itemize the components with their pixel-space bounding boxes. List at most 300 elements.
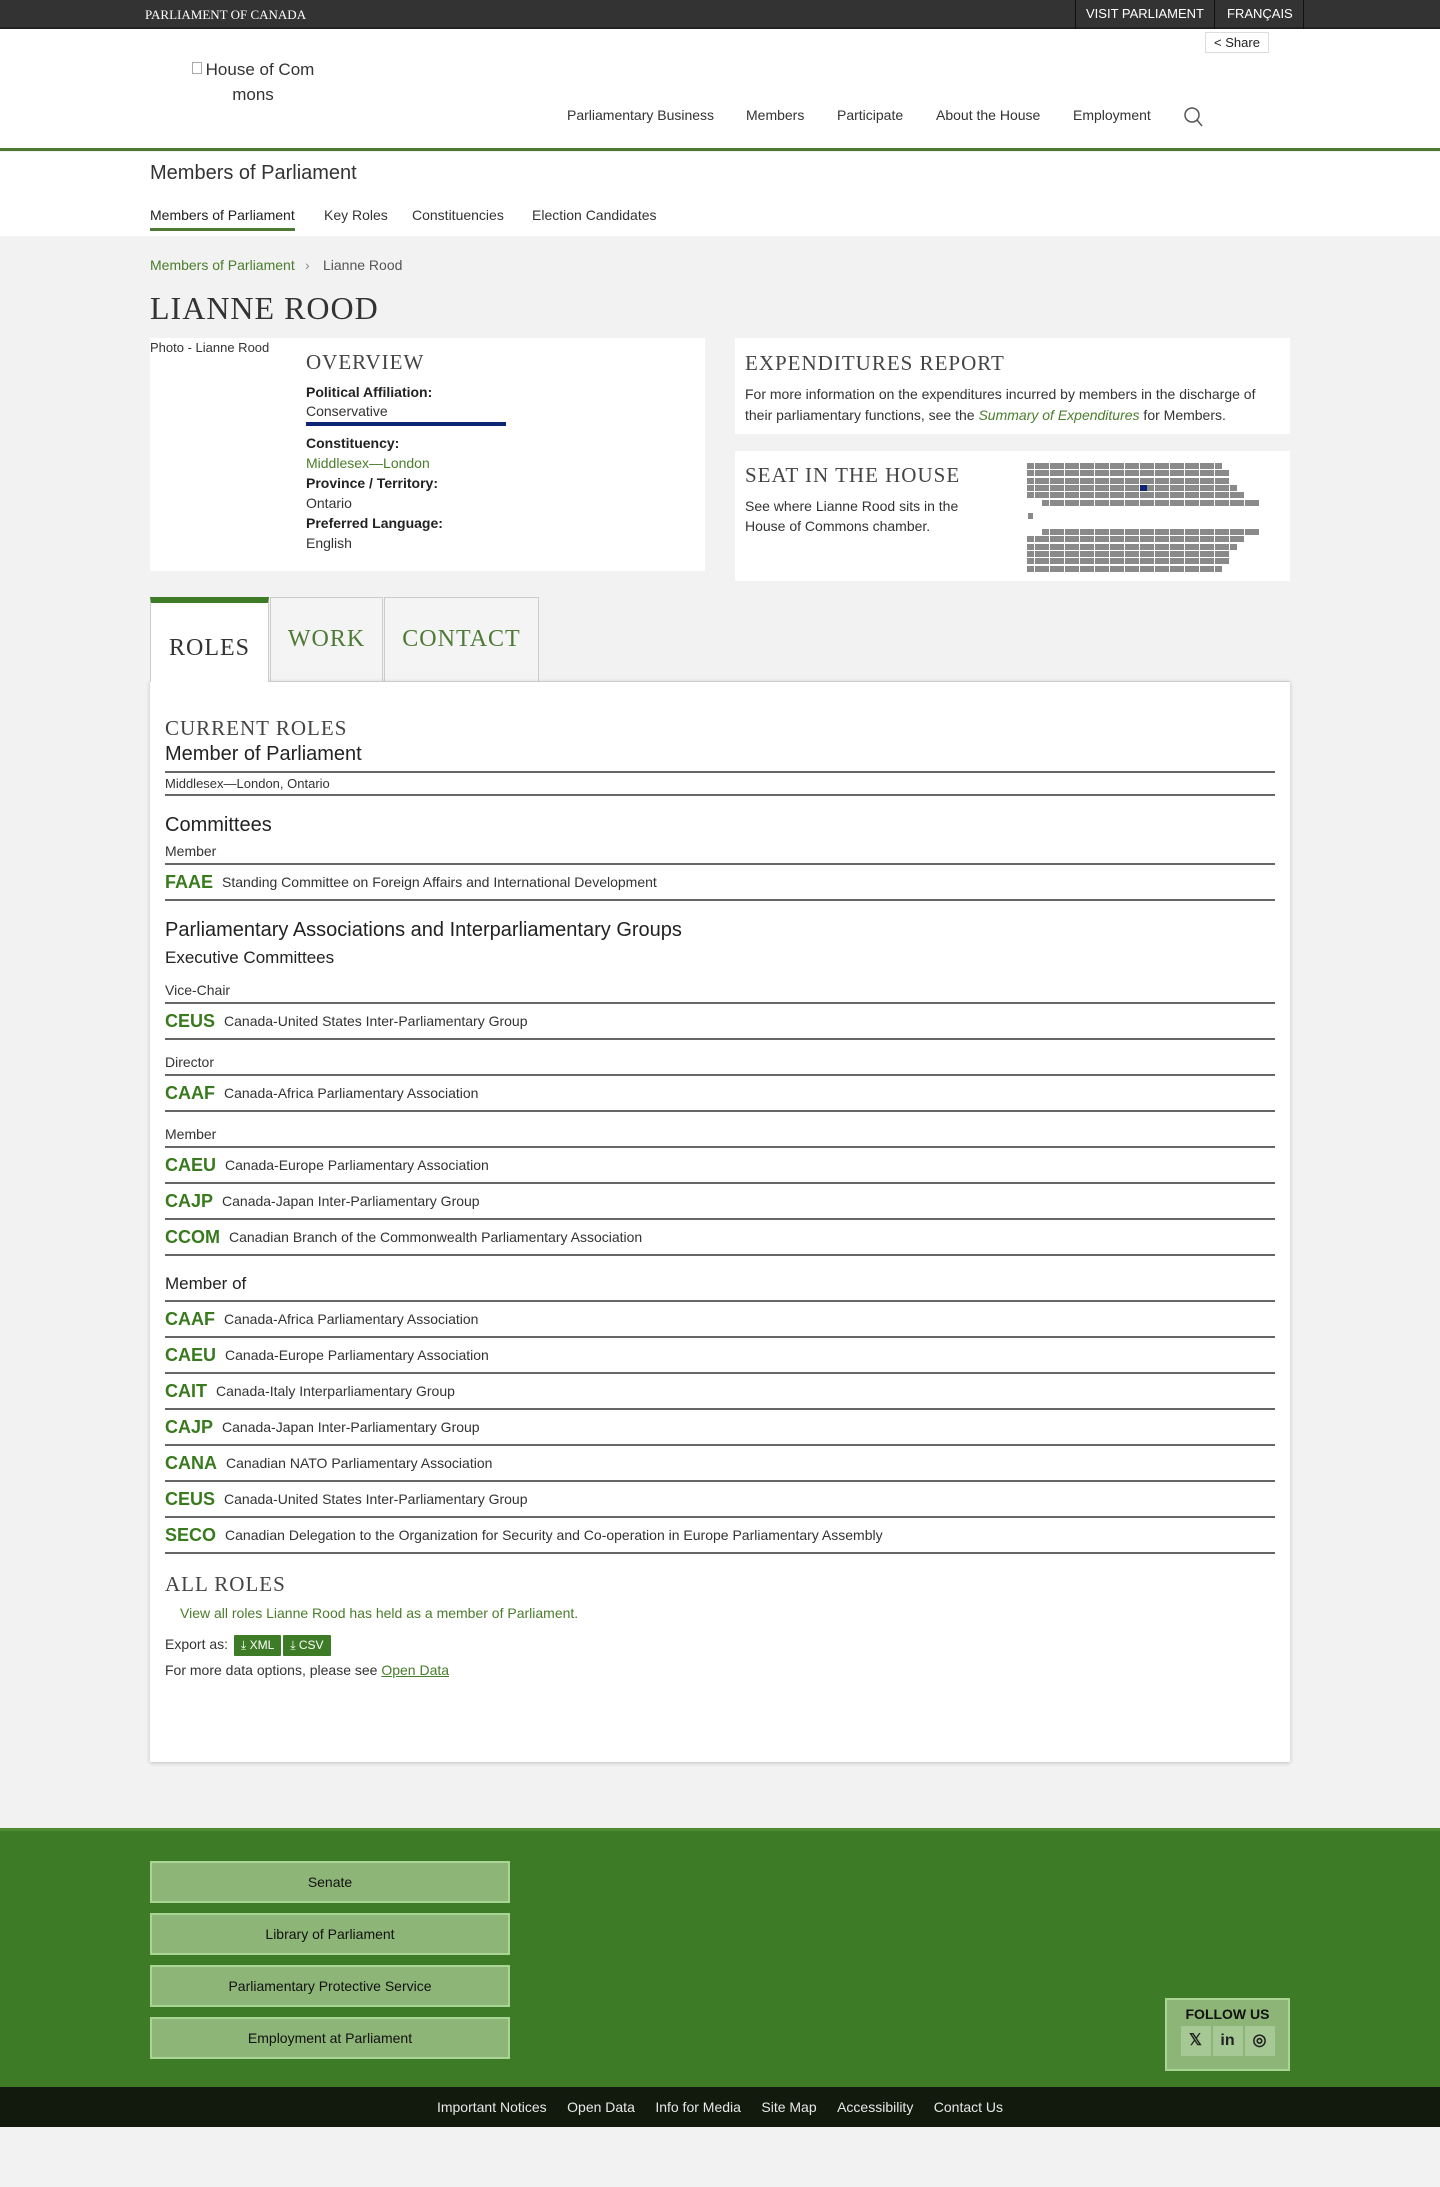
seat[interactable] bbox=[1057, 544, 1064, 550]
seat[interactable] bbox=[1102, 529, 1109, 535]
seat[interactable] bbox=[1215, 485, 1222, 491]
seat[interactable] bbox=[1027, 478, 1034, 484]
tab-roles[interactable]: ROLES bbox=[150, 597, 269, 682]
seat[interactable] bbox=[1065, 463, 1072, 469]
seat[interactable] bbox=[1095, 492, 1102, 498]
seat[interactable] bbox=[1162, 463, 1169, 469]
seat[interactable] bbox=[1057, 492, 1064, 498]
seat[interactable] bbox=[1185, 566, 1192, 572]
association-code[interactable]: CAJP bbox=[165, 1416, 214, 1437]
seat[interactable] bbox=[1132, 470, 1139, 476]
seat[interactable] bbox=[1087, 500, 1094, 506]
contact-us-link[interactable]: Contact Us bbox=[933, 2099, 1004, 2115]
seat[interactable] bbox=[1065, 492, 1072, 498]
seat[interactable] bbox=[1155, 478, 1162, 484]
seat[interactable] bbox=[1215, 529, 1222, 535]
seat[interactable] bbox=[1110, 551, 1117, 557]
seat[interactable] bbox=[1147, 558, 1154, 564]
seat[interactable] bbox=[1207, 463, 1214, 469]
seat[interactable] bbox=[1057, 566, 1064, 572]
seat[interactable] bbox=[1095, 558, 1102, 564]
constituency-link[interactable]: Middlesex—London bbox=[306, 455, 430, 471]
seat[interactable] bbox=[1177, 478, 1184, 484]
seat[interactable] bbox=[1110, 536, 1117, 542]
seat[interactable] bbox=[1117, 485, 1124, 491]
seat[interactable] bbox=[1042, 529, 1049, 535]
seat[interactable] bbox=[1170, 558, 1177, 564]
subtab-members[interactable]: Members of Parliament bbox=[150, 207, 295, 231]
seat[interactable] bbox=[1087, 485, 1094, 491]
seat[interactable] bbox=[1110, 500, 1117, 506]
association-row[interactable] bbox=[165, 1004, 1275, 1040]
seat[interactable] bbox=[1177, 536, 1184, 542]
seat[interactable] bbox=[1185, 492, 1192, 498]
seat[interactable] bbox=[1132, 500, 1139, 506]
seat[interactable] bbox=[1222, 478, 1229, 484]
seat[interactable] bbox=[1042, 544, 1049, 550]
seat[interactable] bbox=[1080, 470, 1087, 476]
seat[interactable] bbox=[1080, 551, 1087, 557]
seat[interactable] bbox=[1140, 551, 1147, 557]
seat[interactable] bbox=[1215, 566, 1222, 572]
seat[interactable] bbox=[1132, 463, 1139, 469]
seat[interactable] bbox=[1192, 485, 1199, 491]
seat[interactable] bbox=[1117, 536, 1124, 542]
seat[interactable] bbox=[1125, 566, 1132, 572]
seat[interactable] bbox=[1117, 500, 1124, 506]
seat[interactable] bbox=[1140, 478, 1147, 484]
footer-protective-service-link[interactable]: Parliamentary Protective Service bbox=[150, 1965, 510, 2007]
nav-members[interactable]: Members bbox=[746, 107, 805, 123]
seat[interactable] bbox=[1057, 529, 1064, 535]
seat[interactable] bbox=[1132, 558, 1139, 564]
seat[interactable] bbox=[1102, 478, 1109, 484]
seat[interactable] bbox=[1080, 558, 1087, 564]
seat[interactable] bbox=[1185, 544, 1192, 550]
seat[interactable] bbox=[1125, 492, 1132, 498]
seat[interactable] bbox=[1162, 544, 1169, 550]
seat[interactable] bbox=[1050, 478, 1057, 484]
seat[interactable] bbox=[1177, 558, 1184, 564]
association-row[interactable] bbox=[165, 1184, 1275, 1220]
seat[interactable] bbox=[1207, 470, 1214, 476]
seat[interactable] bbox=[1050, 551, 1057, 557]
seat[interactable] bbox=[1042, 500, 1049, 506]
seat[interactable] bbox=[1170, 485, 1177, 491]
seat[interactable] bbox=[1095, 536, 1102, 542]
seat[interactable] bbox=[1125, 500, 1132, 506]
seat[interactable] bbox=[1155, 463, 1162, 469]
seat[interactable] bbox=[1207, 551, 1214, 557]
subtab-constituencies[interactable]: Constituencies bbox=[412, 207, 504, 223]
seat[interactable] bbox=[1222, 558, 1229, 564]
seat[interactable] bbox=[1192, 463, 1199, 469]
seat[interactable] bbox=[1140, 492, 1147, 498]
seat[interactable] bbox=[1080, 500, 1087, 506]
seat[interactable] bbox=[1110, 478, 1117, 484]
seat[interactable] bbox=[1177, 485, 1184, 491]
seat[interactable] bbox=[1230, 536, 1237, 542]
seat[interactable] bbox=[1125, 536, 1132, 542]
seat[interactable] bbox=[1222, 492, 1229, 498]
seat[interactable] bbox=[1057, 558, 1064, 564]
export-csv-button[interactable]: ⤓ CSV bbox=[283, 1635, 330, 1656]
seat[interactable] bbox=[1087, 551, 1094, 557]
seat[interactable] bbox=[1102, 492, 1109, 498]
linkedin-icon[interactable]: in bbox=[1213, 2026, 1243, 2056]
seat[interactable] bbox=[1192, 551, 1199, 557]
seat[interactable] bbox=[1207, 500, 1214, 506]
nav-parliamentary-business[interactable]: Parliamentary Business bbox=[567, 107, 715, 123]
subtab-key-roles[interactable]: Key Roles bbox=[324, 207, 388, 223]
open-data-link[interactable]: Open Data bbox=[381, 1662, 450, 1678]
seat[interactable] bbox=[1042, 463, 1049, 469]
seat[interactable] bbox=[1185, 470, 1192, 476]
seat[interactable] bbox=[1095, 485, 1102, 491]
seat[interactable] bbox=[1162, 529, 1169, 535]
seat[interactable] bbox=[1215, 551, 1222, 557]
seat[interactable] bbox=[1237, 536, 1244, 542]
seat[interactable] bbox=[1155, 500, 1162, 506]
seat[interactable] bbox=[1192, 500, 1199, 506]
seat[interactable] bbox=[1042, 492, 1049, 498]
seat[interactable] bbox=[1162, 500, 1169, 506]
association-code[interactable]: SECO bbox=[165, 1524, 217, 1545]
seat[interactable] bbox=[1065, 551, 1072, 557]
seat[interactable] bbox=[1072, 470, 1079, 476]
seat[interactable] bbox=[1245, 500, 1252, 506]
seat[interactable] bbox=[1057, 478, 1064, 484]
seat[interactable] bbox=[1072, 558, 1079, 564]
seat[interactable] bbox=[1080, 485, 1087, 491]
footer-employment-link[interactable]: Employment at Parliament bbox=[150, 2017, 510, 2059]
seat[interactable] bbox=[1125, 544, 1132, 550]
seat[interactable] bbox=[1140, 463, 1147, 469]
seat[interactable] bbox=[1200, 566, 1207, 572]
seat[interactable] bbox=[1132, 551, 1139, 557]
seat[interactable] bbox=[1102, 566, 1109, 572]
seat[interactable] bbox=[1230, 544, 1237, 550]
seat[interactable] bbox=[1207, 492, 1214, 498]
seat[interactable] bbox=[1125, 529, 1132, 535]
seat[interactable] bbox=[1072, 529, 1079, 535]
seat[interactable] bbox=[1035, 470, 1042, 476]
seat[interactable] bbox=[1132, 536, 1139, 542]
seat[interactable] bbox=[1050, 470, 1057, 476]
seat[interactable] bbox=[1110, 485, 1117, 491]
seat[interactable] bbox=[1087, 478, 1094, 484]
seat[interactable] bbox=[1072, 478, 1079, 484]
seat[interactable] bbox=[1230, 492, 1237, 498]
seat[interactable] bbox=[1147, 544, 1154, 550]
seat[interactable] bbox=[1222, 536, 1229, 542]
seat[interactable] bbox=[1215, 478, 1222, 484]
seat[interactable] bbox=[1192, 478, 1199, 484]
seat[interactable] bbox=[1200, 463, 1207, 469]
seat[interactable] bbox=[1215, 500, 1222, 506]
seat[interactable] bbox=[1027, 566, 1034, 572]
seat[interactable] bbox=[1155, 551, 1162, 557]
association-row[interactable] bbox=[165, 1076, 1275, 1112]
association-row[interactable] bbox=[165, 1302, 1275, 1338]
association-row[interactable] bbox=[165, 1220, 1275, 1256]
seat[interactable] bbox=[1042, 558, 1049, 564]
seat[interactable] bbox=[1230, 529, 1237, 535]
seat[interactable] bbox=[1200, 544, 1207, 550]
breadcrumb-members[interactable]: Members of Parliament bbox=[150, 257, 295, 273]
seat[interactable] bbox=[1125, 485, 1132, 491]
seat[interactable] bbox=[1072, 492, 1079, 498]
seat[interactable] bbox=[1200, 492, 1207, 498]
footer-senate-link[interactable]: Senate bbox=[150, 1861, 510, 1903]
seat[interactable] bbox=[1170, 529, 1177, 535]
seat[interactable] bbox=[1057, 500, 1064, 506]
seat[interactable] bbox=[1042, 536, 1049, 542]
seat[interactable] bbox=[1050, 500, 1057, 506]
seat[interactable] bbox=[1027, 463, 1034, 469]
seat[interactable] bbox=[1252, 529, 1259, 535]
seat[interactable] bbox=[1147, 551, 1154, 557]
seat[interactable] bbox=[1065, 478, 1072, 484]
seat[interactable] bbox=[1102, 470, 1109, 476]
seat[interactable] bbox=[1080, 492, 1087, 498]
seat[interactable] bbox=[1125, 478, 1132, 484]
seat[interactable] bbox=[1072, 551, 1079, 557]
seat[interactable] bbox=[1080, 478, 1087, 484]
association-row[interactable] bbox=[165, 1148, 1275, 1184]
seat[interactable] bbox=[1125, 463, 1132, 469]
seat[interactable] bbox=[1027, 536, 1034, 542]
seat[interactable] bbox=[1125, 470, 1132, 476]
association-row[interactable] bbox=[165, 1410, 1275, 1446]
seat[interactable] bbox=[1102, 500, 1109, 506]
seat[interactable] bbox=[1192, 470, 1199, 476]
seat[interactable] bbox=[1125, 558, 1132, 564]
seat[interactable] bbox=[1050, 463, 1057, 469]
seat[interactable] bbox=[1065, 566, 1072, 572]
nav-about-the-house[interactable]: About the House bbox=[936, 107, 1041, 123]
seat[interactable] bbox=[1162, 551, 1169, 557]
open-data-footer-link[interactable]: Open Data bbox=[567, 2099, 635, 2115]
seat[interactable] bbox=[1140, 485, 1147, 491]
seat[interactable] bbox=[1170, 536, 1177, 542]
seat[interactable] bbox=[1110, 470, 1117, 476]
committee-row[interactable] bbox=[165, 865, 1275, 901]
seat[interactable] bbox=[1065, 558, 1072, 564]
seat[interactable] bbox=[1087, 463, 1094, 469]
seat[interactable] bbox=[1057, 470, 1064, 476]
seat[interactable] bbox=[1072, 544, 1079, 550]
seat[interactable] bbox=[1200, 470, 1207, 476]
seat[interactable] bbox=[1207, 558, 1214, 564]
seat[interactable] bbox=[1147, 470, 1154, 476]
seat[interactable] bbox=[1110, 492, 1117, 498]
house-of-commons-logo[interactable]: House of Com mons bbox=[178, 57, 328, 107]
seat[interactable] bbox=[1192, 544, 1199, 550]
seat[interactable] bbox=[1177, 470, 1184, 476]
seat[interactable] bbox=[1162, 492, 1169, 498]
seat[interactable] bbox=[1057, 463, 1064, 469]
seat[interactable] bbox=[1065, 536, 1072, 542]
seat[interactable] bbox=[1110, 463, 1117, 469]
seat[interactable] bbox=[1095, 566, 1102, 572]
seat[interactable] bbox=[1147, 485, 1154, 491]
seat[interactable] bbox=[1200, 558, 1207, 564]
seat[interactable] bbox=[1162, 485, 1169, 491]
association-code[interactable]: CAAF bbox=[165, 1082, 215, 1103]
seat[interactable] bbox=[1155, 544, 1162, 550]
seat[interactable] bbox=[1050, 485, 1057, 491]
seat[interactable] bbox=[1155, 529, 1162, 535]
seat[interactable] bbox=[1042, 485, 1049, 491]
seat[interactable] bbox=[1110, 544, 1117, 550]
seat[interactable] bbox=[1207, 529, 1214, 535]
seat[interactable] bbox=[1035, 566, 1042, 572]
association-row[interactable] bbox=[165, 1482, 1275, 1518]
seat[interactable] bbox=[1080, 529, 1087, 535]
search-icon[interactable] bbox=[1183, 106, 1203, 128]
seat[interactable] bbox=[1200, 485, 1207, 491]
seat[interactable] bbox=[1117, 566, 1124, 572]
seat[interactable] bbox=[1155, 492, 1162, 498]
seat[interactable] bbox=[1170, 463, 1177, 469]
visit-parliament-link[interactable]: VISIT PARLIAMENT bbox=[1075, 0, 1215, 29]
seat[interactable] bbox=[1095, 478, 1102, 484]
seat[interactable] bbox=[1162, 478, 1169, 484]
seat[interactable] bbox=[1177, 492, 1184, 498]
seat[interactable] bbox=[1155, 558, 1162, 564]
seat[interactable] bbox=[1110, 558, 1117, 564]
seat[interactable] bbox=[1215, 492, 1222, 498]
seat[interactable] bbox=[1207, 566, 1214, 572]
seat[interactable] bbox=[1170, 470, 1177, 476]
seating-chart[interactable] bbox=[1027, 463, 1257, 573]
seat[interactable] bbox=[1027, 470, 1034, 476]
seat[interactable] bbox=[1117, 558, 1124, 564]
seat[interactable] bbox=[1050, 529, 1057, 535]
seat[interactable] bbox=[1222, 551, 1229, 557]
seat[interactable] bbox=[1185, 558, 1192, 564]
nav-employment[interactable]: Employment bbox=[1073, 107, 1151, 123]
seat[interactable] bbox=[1215, 463, 1222, 469]
seat[interactable] bbox=[1095, 463, 1102, 469]
x-icon[interactable]: 𝕏 bbox=[1181, 2026, 1211, 2056]
seat[interactable] bbox=[1072, 536, 1079, 542]
seat[interactable] bbox=[1185, 463, 1192, 469]
seat[interactable] bbox=[1042, 470, 1049, 476]
seat[interactable] bbox=[1057, 536, 1064, 542]
seat[interactable] bbox=[1035, 478, 1042, 484]
seat[interactable] bbox=[1185, 529, 1192, 535]
seat[interactable] bbox=[1072, 463, 1079, 469]
seat[interactable] bbox=[1177, 544, 1184, 550]
seat[interactable] bbox=[1162, 566, 1169, 572]
seat[interactable] bbox=[1095, 470, 1102, 476]
nav-participate[interactable]: Participate bbox=[837, 107, 904, 123]
seat[interactable] bbox=[1042, 566, 1049, 572]
seat[interactable] bbox=[1102, 558, 1109, 564]
export-xml-button[interactable]: ⤓ XML bbox=[234, 1635, 281, 1656]
association-code[interactable]: CAEU bbox=[165, 1344, 217, 1365]
seat[interactable] bbox=[1117, 478, 1124, 484]
seat[interactable] bbox=[1080, 544, 1087, 550]
seat[interactable] bbox=[1057, 485, 1064, 491]
seat[interactable] bbox=[1035, 544, 1042, 550]
seat[interactable] bbox=[1222, 544, 1229, 550]
association-row[interactable] bbox=[165, 1446, 1275, 1482]
seat[interactable] bbox=[1170, 478, 1177, 484]
seat[interactable] bbox=[1200, 478, 1207, 484]
seat[interactable] bbox=[1200, 536, 1207, 542]
seat[interactable] bbox=[1155, 485, 1162, 491]
info-for-media-link[interactable]: Info for Media bbox=[655, 2099, 741, 2115]
seat[interactable] bbox=[1207, 544, 1214, 550]
seat[interactable] bbox=[1222, 470, 1229, 476]
seat[interactable] bbox=[1035, 492, 1042, 498]
seat[interactable] bbox=[1072, 566, 1079, 572]
parliament-brand[interactable]: PARLIAMENT OF CANADA bbox=[145, 7, 307, 22]
seat[interactable] bbox=[1140, 470, 1147, 476]
association-row[interactable] bbox=[165, 1338, 1275, 1374]
seat[interactable] bbox=[1087, 558, 1094, 564]
seat[interactable] bbox=[1117, 529, 1124, 535]
seat[interactable] bbox=[1177, 551, 1184, 557]
seat[interactable] bbox=[1035, 551, 1042, 557]
seat[interactable] bbox=[1132, 566, 1139, 572]
association-code[interactable]: CAEU bbox=[165, 1154, 217, 1175]
seat[interactable] bbox=[1132, 544, 1139, 550]
seat[interactable] bbox=[1185, 478, 1192, 484]
seat[interactable] bbox=[1042, 551, 1049, 557]
seat[interactable] bbox=[1147, 463, 1154, 469]
seat[interactable] bbox=[1035, 463, 1042, 469]
seat[interactable] bbox=[1215, 470, 1222, 476]
seat[interactable] bbox=[1087, 492, 1094, 498]
seat[interactable] bbox=[1110, 566, 1117, 572]
association-code[interactable]: CAAF bbox=[165, 1308, 215, 1329]
seat[interactable] bbox=[1140, 500, 1147, 506]
seat[interactable] bbox=[1095, 500, 1102, 506]
seat[interactable] bbox=[1117, 492, 1124, 498]
seat[interactable] bbox=[1147, 500, 1154, 506]
seat[interactable] bbox=[1200, 529, 1207, 535]
seat[interactable] bbox=[1170, 551, 1177, 557]
share-button[interactable] bbox=[1205, 32, 1269, 53]
seat[interactable] bbox=[1230, 485, 1237, 491]
seat[interactable] bbox=[1132, 478, 1139, 484]
seat[interactable] bbox=[1170, 492, 1177, 498]
association-row[interactable] bbox=[165, 1374, 1275, 1410]
seat[interactable] bbox=[1192, 558, 1199, 564]
seat[interactable] bbox=[1170, 544, 1177, 550]
seat[interactable] bbox=[1147, 492, 1154, 498]
seat[interactable] bbox=[1237, 529, 1244, 535]
seat[interactable] bbox=[1140, 536, 1147, 542]
association-code[interactable]: CAJP bbox=[165, 1190, 214, 1211]
accessibility-link[interactable]: Accessibility bbox=[837, 2099, 914, 2115]
seat[interactable] bbox=[1125, 551, 1132, 557]
seat[interactable] bbox=[1177, 463, 1184, 469]
seat[interactable] bbox=[1110, 529, 1117, 535]
seat[interactable] bbox=[1042, 478, 1049, 484]
seat[interactable] bbox=[1035, 536, 1042, 542]
seat[interactable] bbox=[1140, 544, 1147, 550]
seat[interactable] bbox=[1192, 536, 1199, 542]
seat[interactable] bbox=[1185, 551, 1192, 557]
seat[interactable] bbox=[1147, 529, 1154, 535]
seat[interactable] bbox=[1117, 544, 1124, 550]
seat[interactable] bbox=[1027, 551, 1034, 557]
